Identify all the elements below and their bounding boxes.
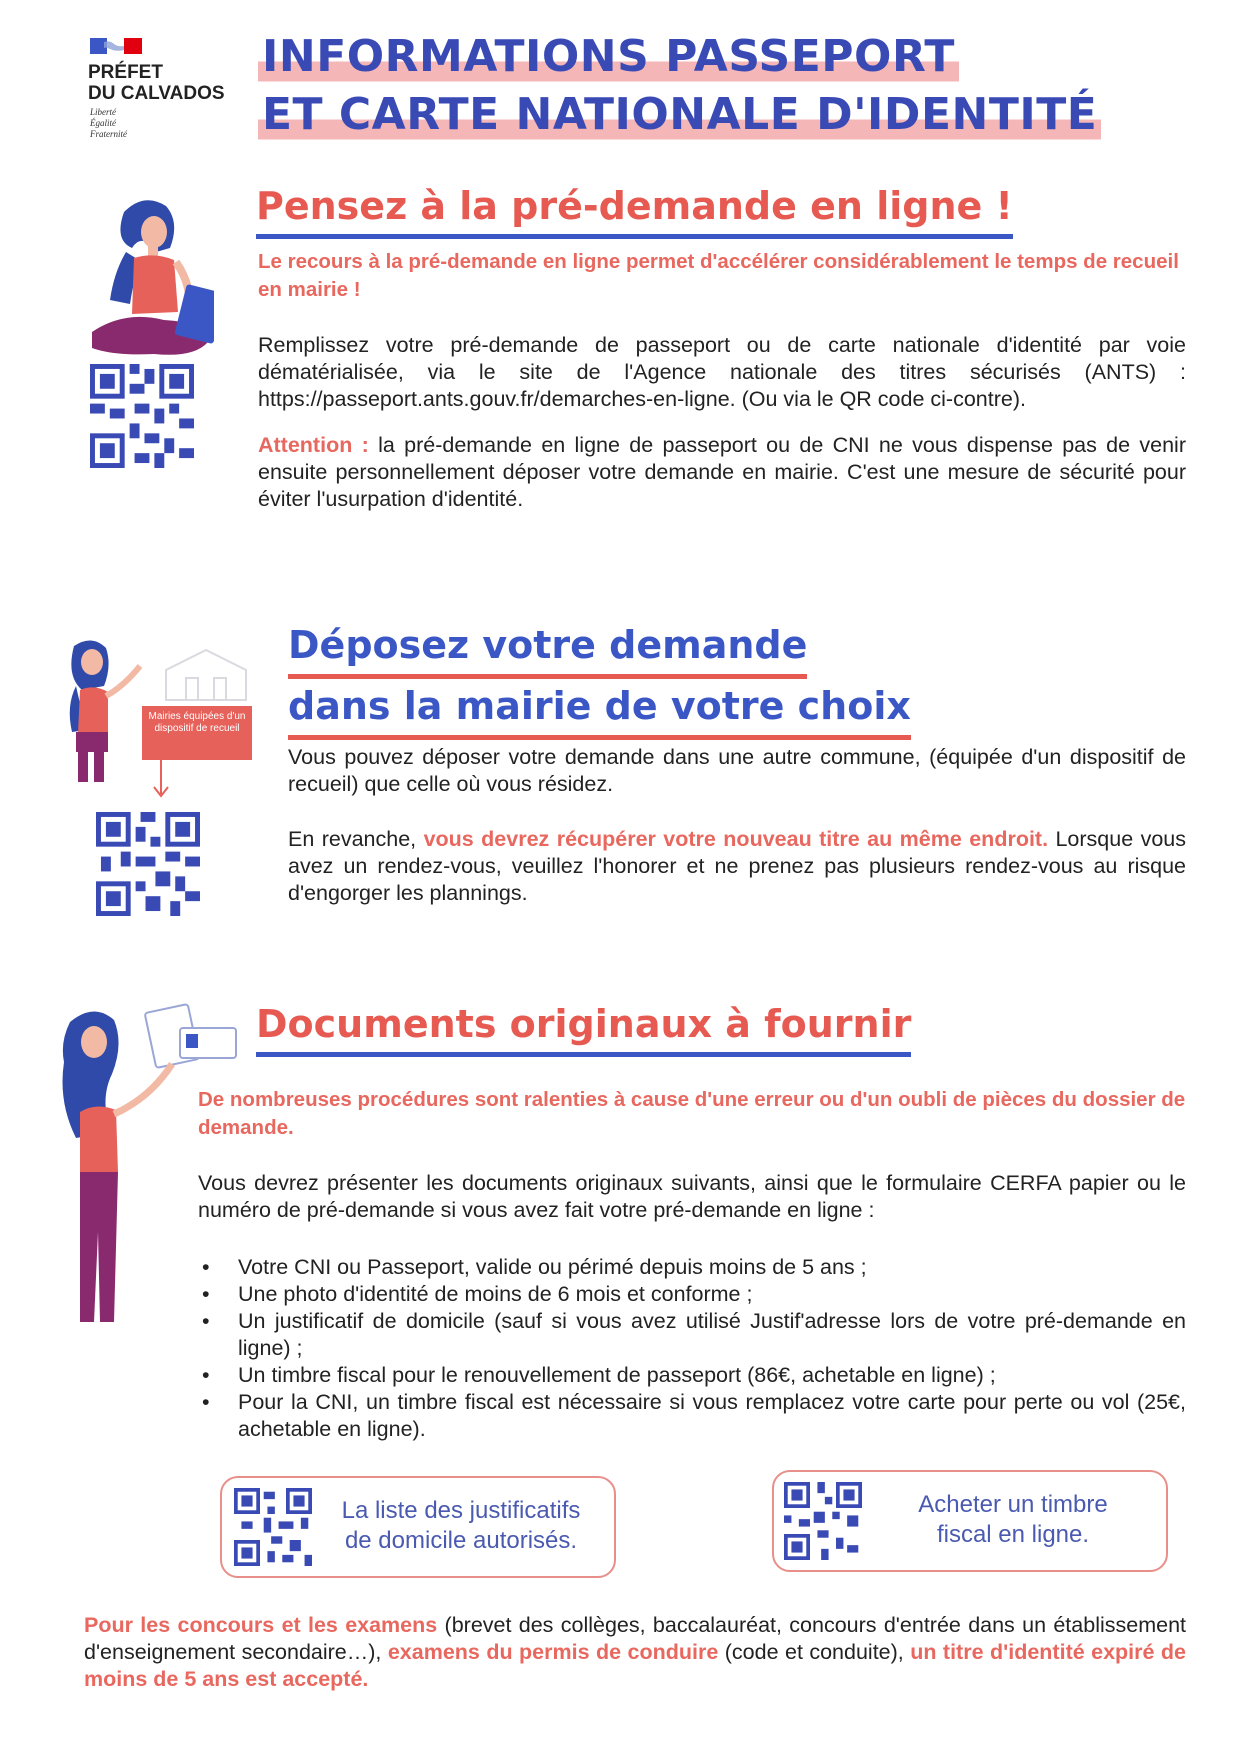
prefet-logo-text: PRÉFET DU CALVADOS	[88, 62, 225, 104]
justificatifs-link-box[interactable]	[220, 1476, 616, 1578]
list-item: • Un timbre fiscal pour le renouvellement de passeport (86€, achetable en ligne) ;	[200, 1362, 1186, 1389]
woman-pointing-illustration	[52, 636, 148, 786]
marianne-flag-icon	[90, 38, 142, 54]
section1-body: Remplissez votre pré-demande de passeport ou de carte nationale d'identité par voie dématérialisée, via le site de l'Agence nationale des titres sécurisés (ANTS) : https://passeport.ants.gouv.fr/demarches-en-ligne. (Ou via le QR code ci-contre).	[258, 333, 1186, 411]
arrow-down-icon	[151, 760, 171, 800]
republic-motto: Liberté Égalité Fraternité	[90, 107, 127, 139]
attention-label: Attention :	[258, 433, 369, 457]
timbre-fiscal-link-text[interactable]: Acheter un timbre fiscal en ligne.	[918, 1491, 1108, 1548]
qr-code-mairies-icon[interactable]	[96, 812, 200, 916]
qr-code-timbre-icon[interactable]	[784, 1482, 862, 1560]
documents-list	[200, 1254, 1186, 1443]
timbre-fiscal-link-box[interactable]	[772, 1470, 1168, 1572]
list-item: • Pour la CNI, un timbre fiscal est nécessaire si vous remplacez votre carte pour perte ou vol (25€, achetable en ligne).	[200, 1389, 1186, 1443]
list-item: • Votre CNI ou Passeport, valide ou périmé depuis moins de 5 ans ;	[200, 1254, 1186, 1281]
list-item: • Une photo d'identité de moins de 6 mois et conforme ;	[200, 1281, 1186, 1308]
section2-body2: En revanche, vous devrez récupérer votre nouveau titre au même endroit. Lorsque vous avez un rendez-vous, veuillez l'honorer et ne prenez pas plusieurs rendez-vous au risque d'engorger les plannings.	[288, 827, 1187, 905]
justificatifs-link-text[interactable]: La liste des justificatifs de domicile autorisés.	[341, 1497, 581, 1554]
qr-code-ants-icon[interactable]	[90, 364, 194, 468]
section1-attention: Attention : la pré-demande en ligne de passeport ou de CNI ne vous dispense pas de venir ensuite personnellement déposer votre demande en mairie. C'est une mesure de sécurité pour éviter l'usurpation d'identité.	[258, 433, 1186, 511]
section3-intro: Vous devrez présenter les documents originaux suivants, ainsi que le formulaire CERFA papier ou le numéro de pré-demande si vous avez fait votre pré-demande en ligne :	[198, 1171, 1186, 1222]
qr-code-justificatifs-icon[interactable]	[234, 1488, 312, 1566]
footer-note: Pour les concours et les examens (brevet des collèges, baccalauréat, concours d'entrée dans un établissement d'enseignement secondaire…), examens du permis de conduire (code et conduite), un titre d'identité expiré de moins de 5 ans est accepté.	[84, 1613, 1187, 1691]
woman-laptop-illustration	[84, 192, 214, 382]
town-hall-sign: Mairies équipées d'un dispositif de recueil	[142, 706, 252, 760]
section2-body1: Vous pouvez déposer votre demande dans une autre commune, (équipée d'un dispositif de recueil) que celle où vous résidez.	[288, 745, 1186, 796]
section3-lead: De nombreuses procédures sont ralenties à cause d'une erreur ou d'un oubli de pièces du dossier de demande.	[198, 1088, 1186, 1139]
section1-title: Pensez à la pré-demande en ligne !	[256, 180, 1013, 239]
list-item: • Un justificatif de domicile (sauf si vous avez utilisé Justif'adresse lors de votre pré-demande en ligne) ;	[200, 1308, 1186, 1362]
section3-title: Documents originaux à fournir	[256, 998, 911, 1057]
section1-lead: Le recours à la pré-demande en ligne permet d'accélérer considérablement le temps de recueil en mairie !	[258, 250, 1179, 301]
section2-title: Déposez votre demande dans la mairie de votre choix	[288, 618, 911, 740]
page-title: INFORMATIONS PASSEPORT ET CARTE NATIONALE D'IDENTITÉ	[258, 28, 1198, 144]
town-hall-icon	[156, 640, 256, 704]
